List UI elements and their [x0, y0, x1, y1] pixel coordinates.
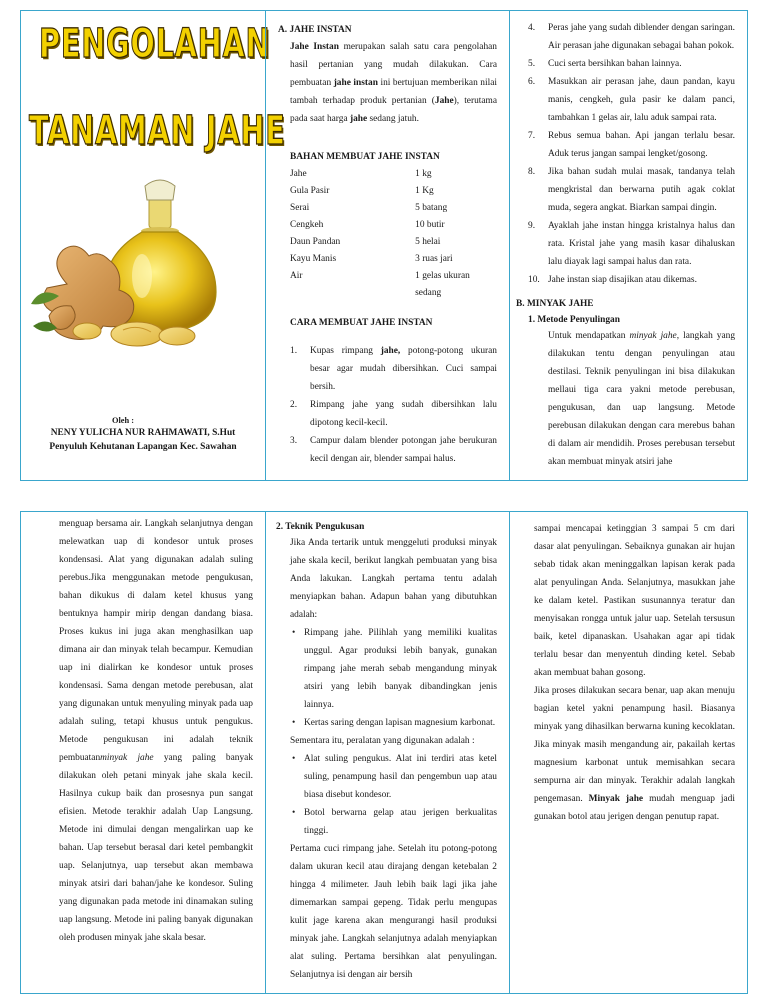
ingredients-table [290, 166, 497, 302]
author-name: NENY YULICHA NUR RAHMAWATI, S.Hut [50, 428, 236, 438]
step-number: 6. [528, 77, 536, 87]
para-italic: minyak jahe, [629, 331, 680, 341]
intro-text-3: ), terutama pada saat harga [290, 96, 497, 124]
para-text: Untuk mendapatkan [548, 331, 630, 341]
method-step-5 [528, 55, 735, 73]
step-number: 3. [290, 436, 298, 446]
intro-bold-4: jahe [349, 114, 368, 124]
intro-bold-3: Jahe [434, 96, 454, 106]
ingredient-qty: 10 butir [415, 220, 445, 230]
method-step-2 [290, 396, 497, 432]
method-step-10 [528, 271, 735, 289]
ingredient-name: Daun Pandan [290, 237, 341, 247]
para-text: langkah yang dilakukan tentu dengan penyulingan atau destilasi. Teknik penyulingan ini bisa dilakukan mellaui tiga cara yakni metode perebusan, pengukusan, dan uap langsung. Metode perebusan dilakukan dengan cara merebus bahan di dalam air mendidih. Proses perebusan tersebut akan membuat minyak atsiri jahe [548, 331, 736, 467]
section-b-heading: B. MINYAK JAHE [516, 299, 594, 309]
step-number: 8. [528, 167, 536, 177]
step-number: 4. [528, 23, 536, 33]
ingredient-qty: 1 kg [415, 169, 432, 179]
pengukusan-continued-column [509, 512, 747, 993]
ingredient-qty: 1 gelas ukuran sedang [415, 271, 470, 298]
step-number: 9. [528, 221, 536, 231]
bahan-item-kertas: • Kertas saring dengan lapisan magnesium karbonat. [290, 714, 497, 732]
teknik-pengukusan-intro: Jika Anda tertarik untuk menggeluti produksi minyak jahe skala kecil, berikut langkah pembuatan yang bisa Anda lakukan. Langkah pertama tentu adalah menyiapkan bahan. Adapun bahan yang dibutuhkan adalah: [290, 538, 497, 620]
step-bold: jahe, [380, 346, 401, 356]
method-heading: CARA MEMBUAT JAHE INSTAN [290, 318, 433, 328]
intro-text-1: merupakan salah satu cara pengolahan hasil pertanian yang mudah dilakukan. Cara pembuatan [290, 42, 497, 88]
brochure-page-front [20, 10, 748, 481]
step-number: 2. [290, 400, 298, 410]
step-text: Masukkan air perasan jahe, daun pandan, kayu manis, cengkeh, gula pasir ke dalam panci, tambahkan 1 gelas air, lalu aduk sampai rata. [548, 77, 735, 123]
ingredient-row [290, 268, 497, 302]
step-text: Kupas rimpang [310, 346, 381, 356]
method-steps [290, 342, 497, 468]
jahe-instan-column [265, 11, 509, 480]
peralatan-item-suling: • Alat suling pengukus. Alat ini terdiri atas ketel suling, penampung hasil dan pengembun uap atau biasa disebut kondesor. [290, 750, 497, 804]
para-text: Jika proses dilakukan secara benar, uap akan menuju bagian ketel yakni penampung hasil. Biasanya minyak yang dihasilkan berwarna kuning kecoklatan. Jika minyak masih mengandung air, pakailah kertas magnesium karbonat untuk memisahkan secara sempurna air dan minyak. Terakhir adalah langkah pengemasan. [534, 686, 735, 804]
intro-bold-1: Jahe Instan [290, 42, 339, 52]
pengukusan-continued-text: sampai mencapai ketinggian 3 sampai 5 cm dari dasar alat penyulingan. Sebaiknya gunakan air hujan sebab tidak akan meninggalkan lapisan kerak pada alat penyulingan Anda. Selanjutnya, masukkan jahe ke dalam ketel. Pastikan susunannya teratur dan menyisakan rongga untuk jalur uap. Setelah tersusun baik, ketel dipanaskan. Usahakan agar api tidak terlalu besar dan menyentuh dinding ketel. Sebab akan membuat bahan gosong. [534, 524, 735, 678]
step-text: Jika bahan sudah mulai masak, tandanya telah mengkristal dan berwarna putih agak coklat muda, segera angkat. Biarkan sampai dingin. [548, 167, 735, 213]
pengemasan-text [534, 682, 735, 826]
method-step-8 [528, 163, 735, 217]
ingredient-qty: 1 Kg [415, 186, 434, 196]
para-italic: minyak jahe [100, 753, 154, 763]
step-text: Campur dalam blender potongan jahe berukuran kecil dengan air, blender sampai halus. [310, 436, 497, 464]
step-number: 1. [290, 346, 298, 356]
method-step-9 [528, 217, 735, 271]
ingredient-name: Serai [290, 203, 310, 213]
section-a-intro [290, 38, 497, 128]
ingredient-name: Kayu Manis [290, 254, 337, 264]
metode-penyulingan-text [528, 327, 735, 471]
para-text: mudah menguap jadi gunakan botol atau jerigen dengan penutup rapat. [534, 794, 735, 822]
section-a-heading: A. JAHE INSTAN [278, 25, 352, 35]
ingredient-row [290, 234, 497, 251]
ingredient-name: Cengkeh [290, 220, 324, 230]
by-label: Oleh : [111, 416, 135, 425]
ingredient-row [290, 183, 497, 200]
cover-title-line2: TANAMAN JAHE [29, 108, 286, 154]
brochure-page-back [20, 511, 748, 994]
para-text: yang paling banyak dilakukan oleh petani minyak jahe skala kecil. Hasilnya cukup baik dan prosesnya pun sangat efisien. Metode terakhir adalah Uap Langsung. Metode ini dimulai dengan mengalirkan uap ke bahan. Uap tersebut berasal dari ketel pembangkit uap. Selanjutnya, uap tersebut akan membawa minyak atsiri dari bahan/jahe ke kondesor. Suling yang digunakan pada metode ini dinamakan suling uap langsung. Metode ini paling banyak digunakan oleh produsen minyak jahe skala besar. [59, 753, 254, 943]
ingredient-name: Jahe [290, 169, 307, 179]
method-step-1 [290, 342, 497, 396]
intro-text-4: sedang jatuh. [367, 114, 419, 124]
method-step-4 [528, 19, 735, 55]
intro-text-2: ini bertujuan memberikan nilai tambah terhadap produk pertanian ( [290, 78, 497, 106]
ingredients-heading: BAHAN MEMBUAT JAHE INSTAN [290, 152, 440, 162]
ingredient-name: Air [290, 271, 303, 281]
ingredient-qty: 5 batang [415, 203, 448, 213]
teknik-pengukusan-heading: 2. Teknik Pengukusan [276, 522, 365, 532]
langkah-pengukusan-text: Pertama cuci rimpang jahe. Setelah itu potong-potong dalam ukuran kecil atau dirajang dengan ketebalan 2 hingga 4 milimeter. Jauh lebih baik lagi jika jahe dimemarkan sampai gepeng. Tidak perlu mengupas kulit jage karena akan mengurangi hasil produksi minyak jahe. Langkah selanjutnya adalah menyiapkan alat suling. Pertama bersihkan alat penyulingan. Selanjutnya isi dengan air bersih [290, 844, 497, 980]
para-bold: Minyak jahe [588, 794, 644, 804]
step-text: Peras jahe yang sudah diblender dengan saringan. Air perasan jahe digunakan sebagai bahan pokok. [548, 23, 735, 51]
peralatan-item-botol: • Botol berwarna gelap atau jerigen berkualitas tinggi. [290, 804, 497, 840]
method-step-6 [528, 73, 735, 127]
peralatan-intro: Sementara itu, peralatan yang digunakan adalah : [290, 736, 475, 746]
step-text: Rimpang jahe yang sudah dibersihkan lalu dipotong kecil-kecil. [310, 400, 497, 428]
para-text: menguap bersama air. Langkah selanjutnya dengan melewatkan uap di kondesor untuk proses kondensasi. Alat yang digunakan adalah suling perebus.Jika menggunakan metode pengukusan, bahan dikukus di dalam ketel khusus yang bentuknya hampir mirip dengan dandang biasa. Proses kukus ini juga akan menghasilkan uap dimana air dan minyak telah becampur. Kemudian uap ini dialirkan ke kondesor untuk proses kondensasi. Sama dengan metode perebusan, alat yang digunakan untuk menyuling minyak pada uap adalah suling, tetapi khusus untuk pengukus. Metode pengukusan ini adalah teknik pembuatan [59, 519, 253, 763]
bahan-item-jahe: • Rimpang jahe. Pilihlah yang memiliki kualitas unggul. Agar produksi lebih banyak, gunakan rimpang jahe merah sebab mengandung minyak atsiri yang lebih banyak dibandingkan jenis lainnya. [290, 624, 497, 714]
penyulingan-continued-column [21, 512, 265, 993]
cover-panel [21, 11, 286, 480]
step-text: Cuci serta bersihkan bahan lainnya. [548, 59, 682, 69]
jahe-steps-and-minyak-column [509, 11, 747, 480]
ingredient-row [290, 251, 497, 268]
teknik-pengukusan-column [265, 512, 509, 993]
step-number: 5. [528, 59, 536, 69]
ingredient-row [290, 166, 497, 183]
intro-bold-2: jahe instan [333, 78, 378, 88]
ginger-oil-illustration [27, 176, 232, 351]
penyulingan-continued-text [59, 515, 253, 947]
step-text: Jahe instan siap disajikan atau dikemas. [548, 275, 697, 285]
ingredient-qty: 3 ruas jari [415, 254, 453, 264]
method-step-3 [290, 432, 497, 468]
ingredient-row [290, 217, 497, 234]
ingredient-name: Gula Pasir [290, 186, 330, 196]
step-number: 7. [528, 131, 536, 141]
step-text: Ayaklah jahe instan hingga kristalnya halus dan rata. Kristal jahe yang masih kasar dihaluskan lalu diayak lagi sampai halus dan rata. [548, 221, 735, 267]
step-number: 10. [528, 275, 540, 285]
ingredient-row [290, 200, 497, 217]
step-text: potong-potong ukuran besar agar mudah dibersihkan. Cuci sampai bersih. [310, 346, 497, 392]
metode-penyulingan-heading: 1. Metode Penyulingan [528, 315, 620, 325]
ingredient-qty: 5 helai [415, 237, 441, 247]
step-text: Rebus semua bahan. Api jangan terlalu besar. Aduk terus jangan sampai lengket/gosong. [548, 131, 735, 159]
method-step-7 [528, 127, 735, 163]
author-role: Penyuluh Kehutanan Lapangan Kec. Sawahan [49, 442, 237, 452]
cover-title-line1: PENGOLAHAN [39, 21, 271, 67]
